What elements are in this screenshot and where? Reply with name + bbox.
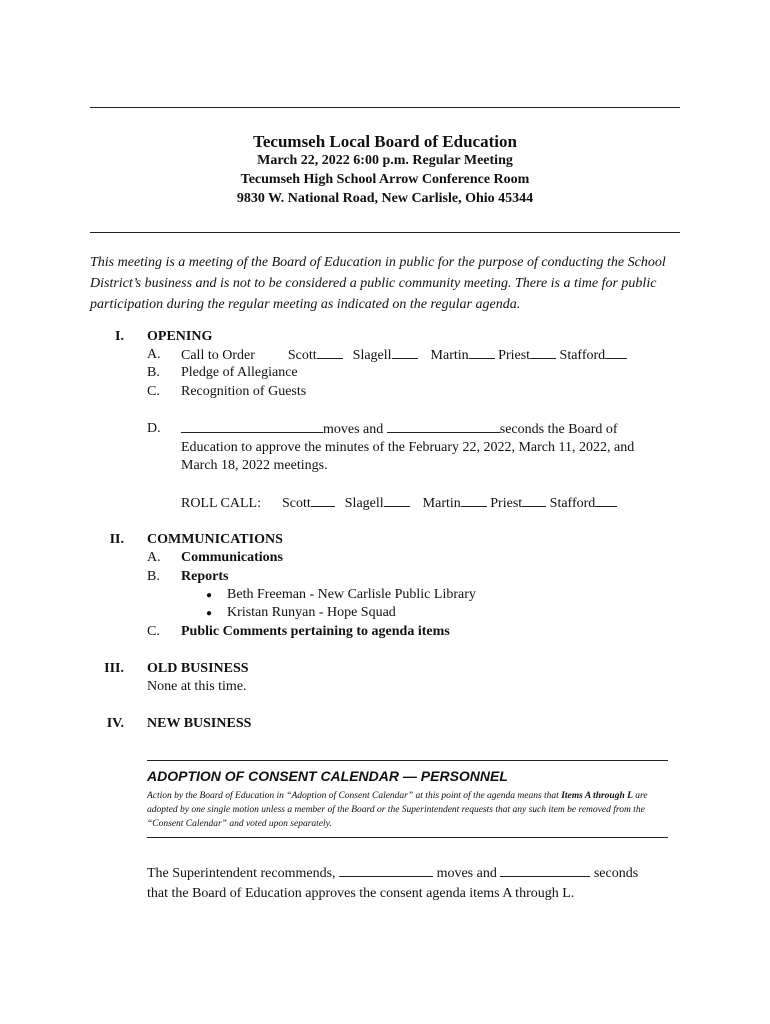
member-scott: Scott (287, 348, 317, 363)
consent-recommendation-line-2: that the Board of Education approves the consent agenda items A through L. (147, 886, 575, 901)
seconds-text: seconds (593, 866, 639, 881)
item-letter-b: B. (147, 569, 160, 584)
section-heading-communications: COMMUNICATIONS (147, 532, 283, 547)
seconder-blank[interactable] (500, 864, 590, 877)
item-letter-c: C. (147, 624, 160, 639)
intro-paragraph: This meeting is a meeting of the Board of Education in public for the purpose of conducting the School District’s business and is not to be considered a public community meeting. There is a time for public participation during the regular meeting as indicated on the regular agenda. (90, 255, 666, 312)
member-scott: Scott (281, 496, 311, 511)
mover-blank[interactable] (181, 420, 323, 433)
mover-blank[interactable] (339, 864, 433, 877)
section-heading-old-business: OLD BUSINESS (147, 661, 249, 676)
consent-desc-part-1: Action by the Board of Education in “Adoption of Consent Calendar” at this point of the agenda means that (147, 791, 559, 801)
member-stafford: Stafford (559, 348, 606, 363)
vote-blank[interactable] (311, 494, 335, 507)
report-item (206, 604, 396, 623)
bullet-icon: ● (206, 608, 213, 619)
item-letter-a: A. (147, 550, 161, 565)
vote-blank[interactable] (469, 346, 495, 359)
header-bottom-rule (90, 232, 680, 233)
section-numeral-opening: I. (115, 329, 124, 344)
report-text: Kristan Runyan - Hope Squad (227, 605, 396, 620)
member-stafford: Stafford (549, 496, 596, 511)
consent-calendar-title: ADOPTION OF CONSENT CALENDAR — PERSONNEL (147, 768, 508, 784)
vote-blank[interactable] (530, 346, 556, 359)
vote-blank[interactable] (595, 494, 617, 507)
pledge-label: Pledge of Allegiance (181, 365, 298, 380)
minutes-motion-line (181, 420, 618, 439)
section-numeral-old-business: III. (104, 661, 124, 676)
vote-blank[interactable] (605, 346, 627, 359)
roll-call-row (181, 494, 617, 513)
vote-blank[interactable] (392, 346, 418, 359)
section-heading-opening: OPENING (147, 329, 213, 344)
minutes-motion-line-3: March 18, 2022 meetings. (181, 458, 328, 473)
consent-calendar-description (147, 789, 667, 831)
report-item (206, 586, 476, 605)
board-title: Tecumseh Local Board of Education (253, 132, 517, 151)
consent-recommendation (147, 864, 672, 884)
consent-desc-part-2: are adopted by one single motion unless a member of the Board or the Superintendent requests that any such item be removed from the “Consent Calendar” and voted upon separately. (147, 791, 648, 829)
report-text: Beth Freeman - New Carlisle Public Library (227, 587, 476, 602)
reports-label: Reports (181, 569, 229, 584)
member-slagell: Slagell (352, 348, 392, 363)
consent-desc-items: Items A through L (561, 791, 633, 801)
member-martin: Martin (430, 348, 469, 363)
meeting-address: 9830 W. National Road, New Carlisle, Ohio 45344 (236, 191, 534, 206)
meeting-date: March 22, 2022 6:00 p.m. Regular Meeting (257, 153, 513, 168)
consent-top-rule (147, 760, 668, 761)
vote-blank[interactable] (384, 494, 410, 507)
item-letter-a: A. (147, 347, 161, 362)
item-letter-c: C. (147, 384, 160, 399)
recognition-label: Recognition of Guests (181, 384, 307, 399)
vote-blank[interactable] (522, 494, 546, 507)
moves-text: moves and (323, 422, 384, 437)
item-letter-b: B. (147, 365, 160, 380)
meeting-location: Tecumseh High School Arrow Conference Room (240, 172, 530, 187)
old-business-text: None at this time. (147, 679, 247, 694)
moves-text: moves and (436, 866, 497, 881)
call-to-order-row (181, 346, 627, 365)
bullet-icon: ● (206, 590, 213, 601)
seconder-blank[interactable] (387, 420, 500, 433)
member-priest: Priest (498, 348, 531, 363)
public-comments-label: Public Comments pertaining to agenda items (181, 624, 450, 639)
minutes-motion-line-2: Education to approve the minutes of the February 22, 2022, March 11, 2022, and (181, 440, 635, 455)
member-priest: Priest (490, 496, 523, 511)
roll-call-label: ROLL CALL: (181, 496, 261, 511)
recommend-text: The Superintendent recommends, (147, 866, 336, 881)
section-heading-new-business: NEW BUSINESS (147, 716, 252, 731)
section-numeral-new-business: IV. (106, 716, 124, 731)
top-rule (90, 107, 680, 108)
vote-blank[interactable] (461, 494, 487, 507)
vote-blank[interactable] (317, 346, 343, 359)
seconds-text: seconds the Board of (499, 422, 618, 437)
section-numeral-communications: II. (109, 532, 124, 547)
communications-label: Communications (181, 550, 283, 565)
member-martin: Martin (422, 496, 461, 511)
member-slagell: Slagell (344, 496, 384, 511)
consent-bottom-rule (147, 837, 668, 838)
item-letter-d: D. (147, 421, 161, 436)
call-to-order-label: Call to Order (181, 348, 255, 363)
